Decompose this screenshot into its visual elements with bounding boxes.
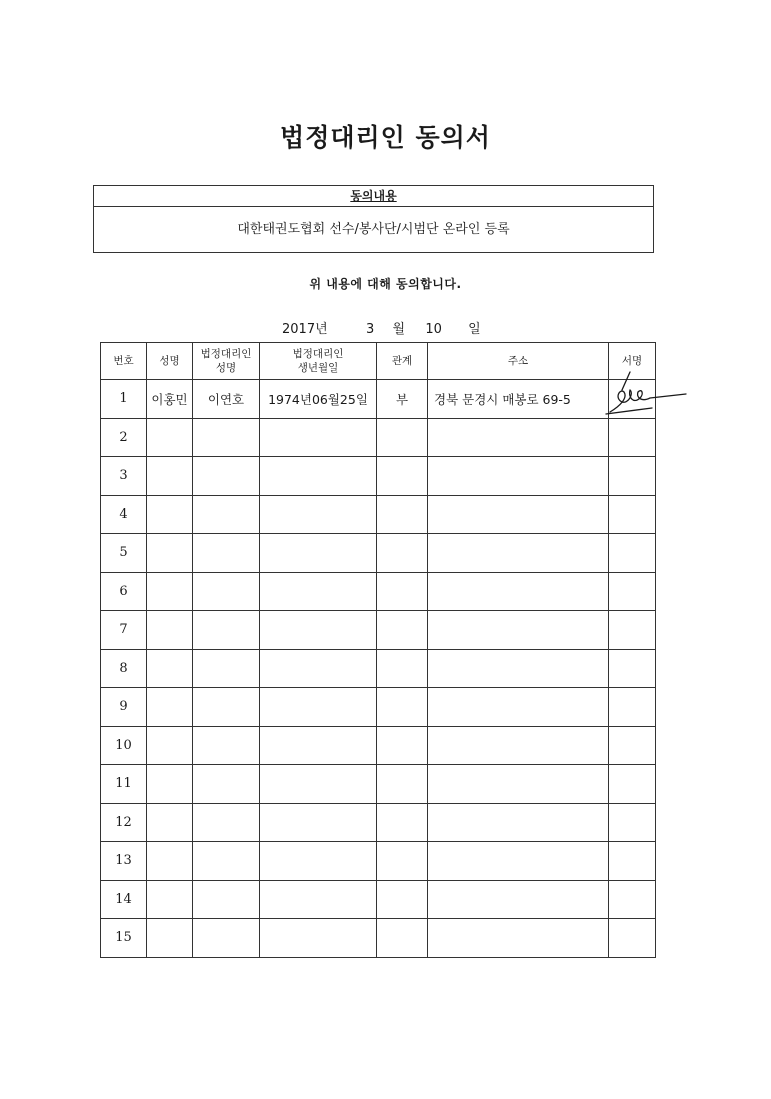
cell-address xyxy=(428,726,609,765)
cell-guardian-name xyxy=(193,765,260,804)
cell-relation xyxy=(377,919,428,958)
cell-relation: 부 xyxy=(377,380,428,419)
cell-address xyxy=(428,880,609,919)
table-row xyxy=(101,765,656,804)
cell-no: 14 xyxy=(101,880,147,919)
cell-name xyxy=(147,880,193,919)
date-month: 3 xyxy=(365,322,375,337)
cell-guardian-birth xyxy=(260,649,377,688)
cell-no: 15 xyxy=(101,919,147,958)
table-row xyxy=(101,649,656,688)
cell-address xyxy=(428,649,609,688)
table-row xyxy=(101,688,656,727)
consent-body: 대한태권도협회 선수/봉사단/시범단 온라인 등록 xyxy=(237,222,510,237)
table-row xyxy=(101,611,656,650)
cell-address xyxy=(428,688,609,727)
cell-relation xyxy=(377,418,428,457)
header-name: 성명 xyxy=(147,343,193,380)
cell-no: 1 xyxy=(101,380,147,419)
cell-address xyxy=(428,534,609,573)
cell-guardian-name xyxy=(193,688,260,727)
cell-no: 10 xyxy=(101,726,147,765)
cell-name xyxy=(147,765,193,804)
cell-signature xyxy=(609,765,656,804)
cell-name xyxy=(147,457,193,496)
cell-name xyxy=(147,726,193,765)
cell-guardian-name xyxy=(193,572,260,611)
cell-name xyxy=(147,688,193,727)
cell-no: 2 xyxy=(101,418,147,457)
cell-address xyxy=(428,842,609,881)
guardian-table xyxy=(100,342,656,958)
cell-guardian-name xyxy=(193,919,260,958)
cell-address xyxy=(428,495,609,534)
consent-header xyxy=(94,186,653,207)
cell-name xyxy=(147,842,193,881)
cell-guardian-birth xyxy=(260,534,377,573)
table-row xyxy=(101,534,656,573)
header-signature: 서명 xyxy=(609,343,656,380)
cell-guardian-birth xyxy=(260,919,377,958)
header-address: 주소 xyxy=(428,343,609,380)
cell-relation xyxy=(377,803,428,842)
table-row xyxy=(101,572,656,611)
cell-guardian-name xyxy=(193,726,260,765)
cell-guardian-name xyxy=(193,842,260,881)
header-guardian-birth: 법정대리인 생년월일 xyxy=(260,343,377,380)
cell-relation xyxy=(377,611,428,650)
cell-name xyxy=(147,919,193,958)
table-row xyxy=(101,726,656,765)
cell-guardian-birth xyxy=(260,765,377,804)
cell-no: 13 xyxy=(101,842,147,881)
cell-signature xyxy=(609,726,656,765)
cell-guardian-name xyxy=(193,418,260,457)
cell-signature xyxy=(609,418,656,457)
cell-name xyxy=(147,803,193,842)
date-day: 10 xyxy=(425,322,442,337)
header-guardian-name: 법정대리인 성명 xyxy=(193,343,260,380)
cell-no: 9 xyxy=(101,688,147,727)
date-day-unit: 일 xyxy=(468,322,481,337)
cell-no: 5 xyxy=(101,534,147,573)
table-row xyxy=(101,919,656,958)
date-year: 2017년 xyxy=(282,322,328,337)
cell-signature xyxy=(609,880,656,919)
cell-no: 6 xyxy=(101,572,147,611)
cell-name xyxy=(147,649,193,688)
table-row xyxy=(101,803,656,842)
cell-guardian-name xyxy=(193,534,260,573)
cell-guardian-name xyxy=(193,457,260,496)
cell-relation xyxy=(377,495,428,534)
cell-address xyxy=(428,572,609,611)
cell-no: 7 xyxy=(101,611,147,650)
cell-relation xyxy=(377,726,428,765)
cell-signature xyxy=(609,572,656,611)
table-row xyxy=(101,457,656,496)
cell-address xyxy=(428,457,609,496)
cell-address: 경북 문경시 매봉로 69-5 xyxy=(428,380,609,419)
cell-guardian-name xyxy=(193,611,260,650)
cell-name xyxy=(147,495,193,534)
header-relation: 관계 xyxy=(377,343,428,380)
cell-no: 3 xyxy=(101,457,147,496)
cell-no: 12 xyxy=(101,803,147,842)
consent-box xyxy=(93,185,654,253)
cell-guardian-birth xyxy=(260,418,377,457)
cell-address xyxy=(428,803,609,842)
cell-guardian-birth xyxy=(260,880,377,919)
cell-guardian-name xyxy=(193,803,260,842)
table-row xyxy=(101,380,656,419)
cell-name xyxy=(147,418,193,457)
date-month-unit: 월 xyxy=(392,322,406,337)
cell-signature xyxy=(609,611,656,650)
cell-guardian-birth xyxy=(260,457,377,496)
cell-signature xyxy=(609,688,656,727)
table-row xyxy=(101,495,656,534)
cell-no: 8 xyxy=(101,649,147,688)
cell-signature xyxy=(609,457,656,496)
table-row xyxy=(101,418,656,457)
table-header-row xyxy=(101,343,656,380)
cell-name xyxy=(147,611,193,650)
cell-no: 11 xyxy=(101,765,147,804)
cell-guardian-birth xyxy=(260,726,377,765)
cell-address xyxy=(428,611,609,650)
agreement-statement: 위 내용에 대해 동의합니다. xyxy=(309,277,462,291)
cell-guardian-name xyxy=(193,649,260,688)
cell-guardian-birth xyxy=(260,495,377,534)
cell-guardian-birth xyxy=(260,803,377,842)
cell-relation xyxy=(377,534,428,573)
cell-guardian-birth xyxy=(260,611,377,650)
cell-signature xyxy=(609,842,656,881)
consent-header-label: 동의내용 xyxy=(350,189,397,203)
cell-signature xyxy=(609,534,656,573)
cell-signature xyxy=(609,803,656,842)
cell-guardian-name: 이연호 xyxy=(193,380,260,419)
cell-name: 이홍민 xyxy=(147,380,193,419)
cell-guardian-birth xyxy=(260,572,377,611)
signature-mark xyxy=(600,368,690,418)
header-no: 번호 xyxy=(101,343,147,380)
cell-guardian-birth xyxy=(260,842,377,881)
cell-relation xyxy=(377,572,428,611)
cell-name xyxy=(147,534,193,573)
cell-guardian-birth xyxy=(260,688,377,727)
cell-name xyxy=(147,572,193,611)
cell-relation xyxy=(377,649,428,688)
table-row xyxy=(101,842,656,881)
document-title: 법정대리인 동의서 xyxy=(280,123,491,152)
cell-guardian-birth: 1974년06월25일 xyxy=(260,380,377,419)
cell-guardian-name xyxy=(193,495,260,534)
cell-address xyxy=(428,919,609,958)
cell-relation xyxy=(377,842,428,881)
table-row xyxy=(101,880,656,919)
cell-no: 4 xyxy=(101,495,147,534)
cell-signature xyxy=(609,495,656,534)
cell-address xyxy=(428,418,609,457)
cell-relation xyxy=(377,880,428,919)
cell-relation xyxy=(377,765,428,804)
date-line xyxy=(282,318,481,337)
cell-relation xyxy=(377,457,428,496)
cell-signature xyxy=(609,649,656,688)
cell-relation xyxy=(377,688,428,727)
cell-guardian-name xyxy=(193,880,260,919)
cell-signature xyxy=(609,919,656,958)
cell-address xyxy=(428,765,609,804)
